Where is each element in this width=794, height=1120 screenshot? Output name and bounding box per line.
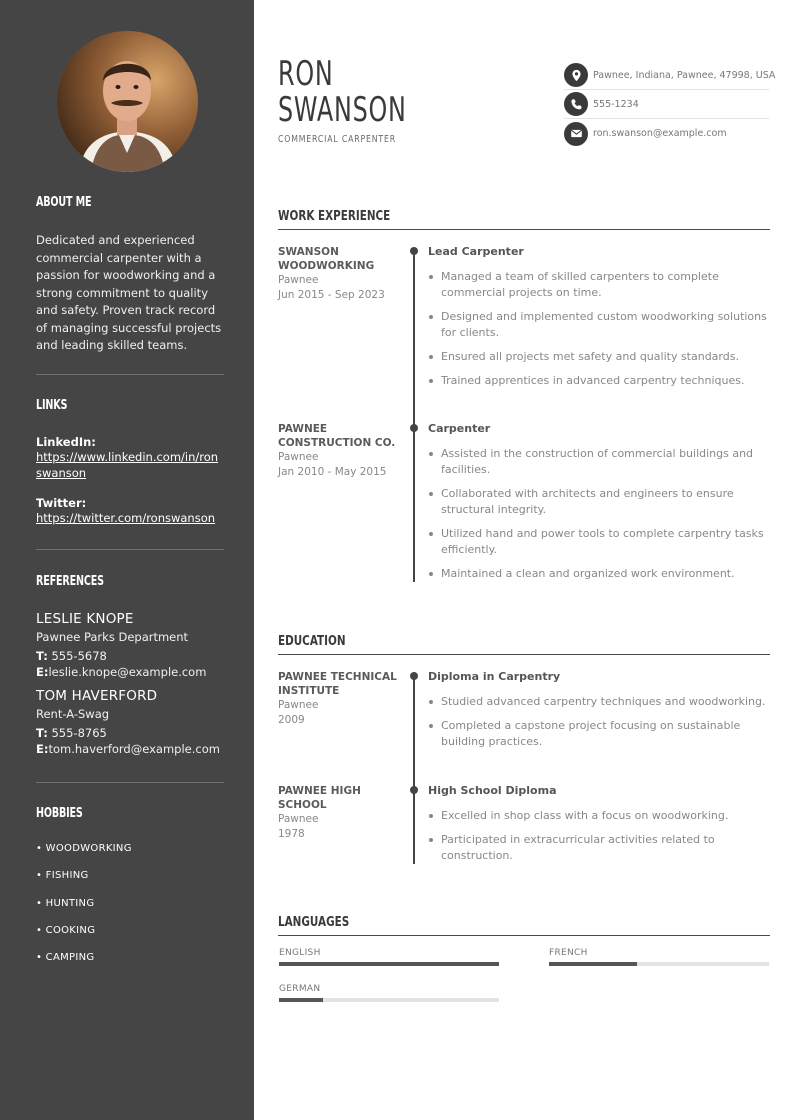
contact-phone: [564, 90, 769, 119]
work-entry: [278, 245, 770, 395]
timeline-line: [413, 251, 415, 423]
job-role: Carpenter: [428, 422, 491, 435]
employment-dates: Jan 2010 - May 2015: [278, 465, 387, 478]
language-item: [279, 948, 499, 966]
employer-name: PAWNEE CONSTRUCTION CO.: [278, 423, 396, 449]
language-level-fill: [279, 962, 499, 966]
links-heading: LINKS: [36, 398, 68, 413]
references-section: [36, 574, 224, 757]
about-heading: ABOUT ME: [36, 195, 92, 210]
school-location: Pawnee: [278, 699, 319, 711]
language-name: FRENCH: [549, 948, 588, 958]
languages-heading: LANGUAGES: [278, 911, 770, 936]
language-item: [279, 984, 499, 1002]
sidebar-divider: [36, 549, 224, 550]
employer-location: Pawnee: [278, 451, 319, 463]
contact-list: [564, 61, 776, 148]
language-name: GERMAN: [279, 984, 321, 994]
education-heading: EDUCATION: [278, 630, 770, 655]
contact-email: [564, 119, 769, 148]
reference-org: Rent-A-Swag: [36, 707, 110, 721]
sidebar-divider: [36, 782, 224, 783]
reference-name: TOM HAVERFORD: [36, 688, 158, 704]
person-name: [278, 56, 407, 128]
language-item: [549, 948, 769, 966]
school-name: PAWNEE HIGH SCHOOL: [278, 785, 361, 811]
last-name: SWANSON: [278, 90, 407, 130]
email-text: ron.swanson@example.com: [593, 128, 727, 139]
phone-icon: [564, 92, 588, 116]
school-location: Pawnee: [278, 813, 319, 825]
twitter-link[interactable]: https://twitter.com/ronswanson: [36, 511, 216, 525]
education-entry: [278, 784, 770, 864]
language-level-bar: [279, 998, 499, 1002]
hobby-item: • HUNTING: [36, 897, 95, 909]
school-name: PAWNEE TECHNICAL INSTITUTE: [278, 671, 397, 697]
links-section: [36, 398, 224, 526]
reference-name: LESLIE KNOPE: [36, 611, 134, 627]
hobbies-heading: HOBBIES: [36, 806, 83, 821]
bullet-item: Maintained a clean and organized work environment.: [428, 566, 770, 582]
language-level-bar: [279, 962, 499, 966]
address-text: Pawnee, Indiana, Pawnee, 47998, USA: [593, 69, 776, 81]
link-twitter: [36, 496, 224, 526]
avatar: [57, 31, 198, 172]
reference-phone: T: 555-5678: [36, 649, 107, 663]
link-label: Twitter:: [36, 496, 87, 510]
degree-name: Diploma in Carpentry: [428, 670, 561, 683]
reference-org: Pawnee Parks Department: [36, 630, 189, 644]
language-level-fill: [279, 998, 323, 1002]
bullet-item: Designed and implemented custom woodworking solutions for clients.: [428, 309, 770, 341]
graduation-year: 1978: [278, 827, 305, 840]
portrait-image: [57, 31, 198, 172]
linkedin-link[interactable]: https://www.linkedin.com/in/ronswanson: [36, 450, 219, 480]
timeline-dot: [410, 786, 418, 794]
about-text: Dedicated and experienced commercial carpenter with a passion for woodworking and a strong commitment to quality and safety. Proven track record of managing successful projects and leading skilled teams.: [36, 233, 222, 352]
timeline-dot: [410, 424, 418, 432]
language-level-bar: [549, 962, 769, 966]
degree-name: High School Diploma: [428, 784, 557, 797]
reference-phone: T: 555-8765: [36, 726, 107, 740]
language-level-fill: [549, 962, 637, 966]
hobbies-section: [36, 806, 224, 979]
first-name: RON: [278, 54, 334, 94]
bullet-item: Ensured all projects met safety and quality standards.: [428, 349, 770, 365]
about-section: [36, 195, 224, 355]
employer-location: Pawnee: [278, 274, 319, 286]
work-entry: [278, 422, 770, 582]
reference-email: E:leslie.knope@example.com: [36, 665, 207, 679]
references-heading: REFERENCES: [36, 574, 104, 589]
envelope-icon: [564, 122, 588, 146]
bullet-item: Utilized hand and power tools to complete carpentry tasks efficiently.: [428, 526, 770, 558]
job-role: Lead Carpenter: [428, 245, 524, 258]
graduation-year: 2009: [278, 713, 305, 726]
bullet-item: Participated in extracurricular activities related to construction.: [428, 832, 770, 864]
timeline-line: [413, 676, 415, 790]
sidebar-divider: [36, 374, 224, 375]
work-heading: WORK EXPERIENCE: [278, 205, 770, 230]
location-pin-icon: [564, 63, 588, 87]
bullet-item: Managed a team of skilled carpenters to complete commercial projects on time.: [428, 269, 770, 301]
education-entry: [278, 670, 770, 760]
hobby-item: • FISHING: [36, 870, 89, 882]
language-name: ENGLISH: [279, 948, 321, 958]
bullet-item: Studied advanced carpentry techniques and woodworking.: [428, 694, 770, 710]
bullet-item: Excelled in shop class with a focus on woodworking.: [428, 808, 770, 824]
reference-item: [36, 688, 224, 757]
hobby-item: • CAMPING: [36, 952, 95, 964]
link-label: LinkedIn:: [36, 435, 96, 449]
bullet-item: Collaborated with architects and engineers to ensure structural integrity.: [428, 486, 770, 518]
link-linkedin: [36, 435, 224, 481]
phone-text: 555-1234: [593, 98, 639, 110]
timeline-line: [413, 784, 415, 864]
job-title: COMMERCIAL CARPENTER: [278, 134, 396, 145]
bullet-item: Assisted in the construction of commercial buildings and facilities.: [428, 446, 770, 478]
reference-item: [36, 611, 224, 680]
contact-address: [564, 61, 776, 90]
reference-email: E:tom.haverford@example.com: [36, 742, 220, 756]
timeline-line: [413, 422, 415, 582]
employment-dates: Jun 2015 - Sep 2023: [278, 288, 385, 301]
hobby-item: • WOODWORKING: [36, 843, 132, 854]
bullet-item: Completed a capstone project focusing on sustainable building practices.: [428, 718, 770, 750]
sidebar: [0, 0, 254, 1120]
hobby-item: • COOKING: [36, 924, 96, 936]
bullet-item: Trained apprentices in advanced carpentry techniques.: [428, 373, 770, 389]
employer-name: SWANSON WOODWORKING: [278, 246, 375, 272]
